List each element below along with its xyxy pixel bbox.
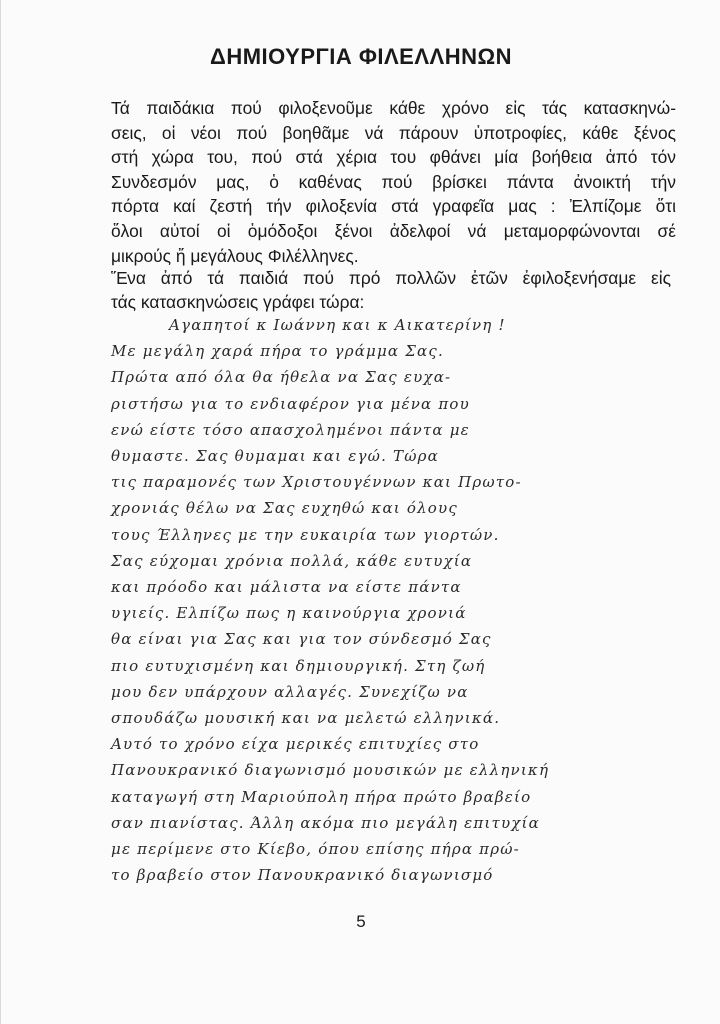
letter-greeting: Αγαπητοί κ Ιωάννη και κ Αικατερίνη ! — [169, 316, 506, 334]
letter-line: υγιείς. Ελπίζω πως η καινούργια χρονιά — [111, 604, 467, 623]
letter-line: σαν πιανίστας. Άλλη ακόμα πιο μεγάλη επιτυχία — [111, 813, 540, 832]
intro-line: Συνδεσμόν μας, ὁ καθένας πού βρίσκει πάντα ἀνοικτή τήν — [111, 171, 676, 192]
letter-line: μου δεν υπάρχουν αλλαγές. Συνεχίζω να — [111, 682, 469, 701]
intro-paragraph — [111, 96, 676, 268]
letter-line: σπουδάζω μουσική και να μελετώ ελληνικά. — [111, 709, 501, 728]
intro-line: πόρτα καί ζεστή τήν φιλοξενία στά γραφεῖα μας : Ἐλπίζομε ὅτι — [111, 196, 676, 217]
letter-line: Σας εύχομαι χρόνια πολλά, κάθε ευτυχία — [111, 551, 473, 570]
intro-line: σεις, οἱ νέοι πού βοηθᾶμε νά πάρουν ὑποτροφίες, κάθε ξένος — [111, 122, 676, 143]
letter-line: χρονιάς θέλω να Σας ευχηθώ και όλους — [111, 499, 458, 518]
page-number: 5 — [356, 912, 366, 931]
lead-line: τάς κατασκηνώσεις γράφει τώρα: — [111, 292, 365, 312]
letter-line: καταγωγή στη Μαριούπολη πήρα πρώτο βραβείο — [111, 787, 532, 806]
intro-line: μικρούς ἤ μεγάλους Φιλέλληνες. — [111, 245, 359, 266]
letter-line: με περίμενε στο Κίεβο, όπου επίσης πήρα πρώ- — [111, 840, 520, 859]
page-title: ΔΗΜΙΟΥΡΓΙΑ ΦΙΛΕΛΛΗΝΩΝ — [210, 44, 512, 69]
letter-line: Αυτό το χρόνο είχα μερικές επιτυχίες στο — [111, 735, 480, 754]
letter-line: θα είναι για Σας και για τον σύνδεσμό Σας — [111, 630, 492, 649]
letter-line: ριστήσω για το ενδιαφέρον για μένα που — [111, 394, 470, 413]
letter-line: Πανουκρανικό διαγωνισμό μουσικών με ελληνική — [111, 761, 550, 780]
lead-line: Ἕνα ἀπό τά παιδιά πού πρό πολλῶν ἐτῶν ἐφιλοξενήσαμε εἰς — [111, 268, 671, 288]
letter-line: τους Έλληνες με την ευκαιρία των γιορτών. — [111, 525, 500, 544]
letter-line: και πρόοδο και μάλιστα να είστε πάντα — [111, 578, 462, 597]
intro-line: Τά παιδάκια πού φιλοξενοῦμε κάθε χρόνο εἰς τάς κατασκηνώ- — [111, 98, 676, 118]
letter-line: Πρώτα από όλα θα ήθελα να Σας ευχα- — [111, 368, 452, 387]
letter-line: πιο ευτυχισμένη και δημιουργική. Στη ζωή — [111, 656, 486, 675]
letter-line: τις παραμονές των Χριστουγέννων και Πρωτο- — [111, 473, 522, 492]
intro-line: στή χώρα του, πού στά χέρια του φθάνει μία βοήθεια ἀπό τόν — [111, 147, 676, 168]
letter-line: θυμαστε. Σας θυμαμαι και εγώ. Τώρα — [111, 447, 439, 466]
lead-paragraph — [111, 266, 671, 314]
handwritten-letter — [111, 312, 691, 888]
letter-line: το βραβείο στον Πανουκρανικό διαγωνισμό — [111, 866, 494, 885]
intro-line: ὅλοι αὐτοί οἱ ὁμόδοξοι ξένοι ἀδελφοί νά μεταμορφώνονται σέ — [111, 220, 676, 241]
letter-line: ενώ είστε τόσο απασχολημένοι πάντα με — [111, 420, 470, 439]
letter-line: Με μεγάλη χαρά πήρα το γράμμα Σας. — [111, 342, 444, 361]
